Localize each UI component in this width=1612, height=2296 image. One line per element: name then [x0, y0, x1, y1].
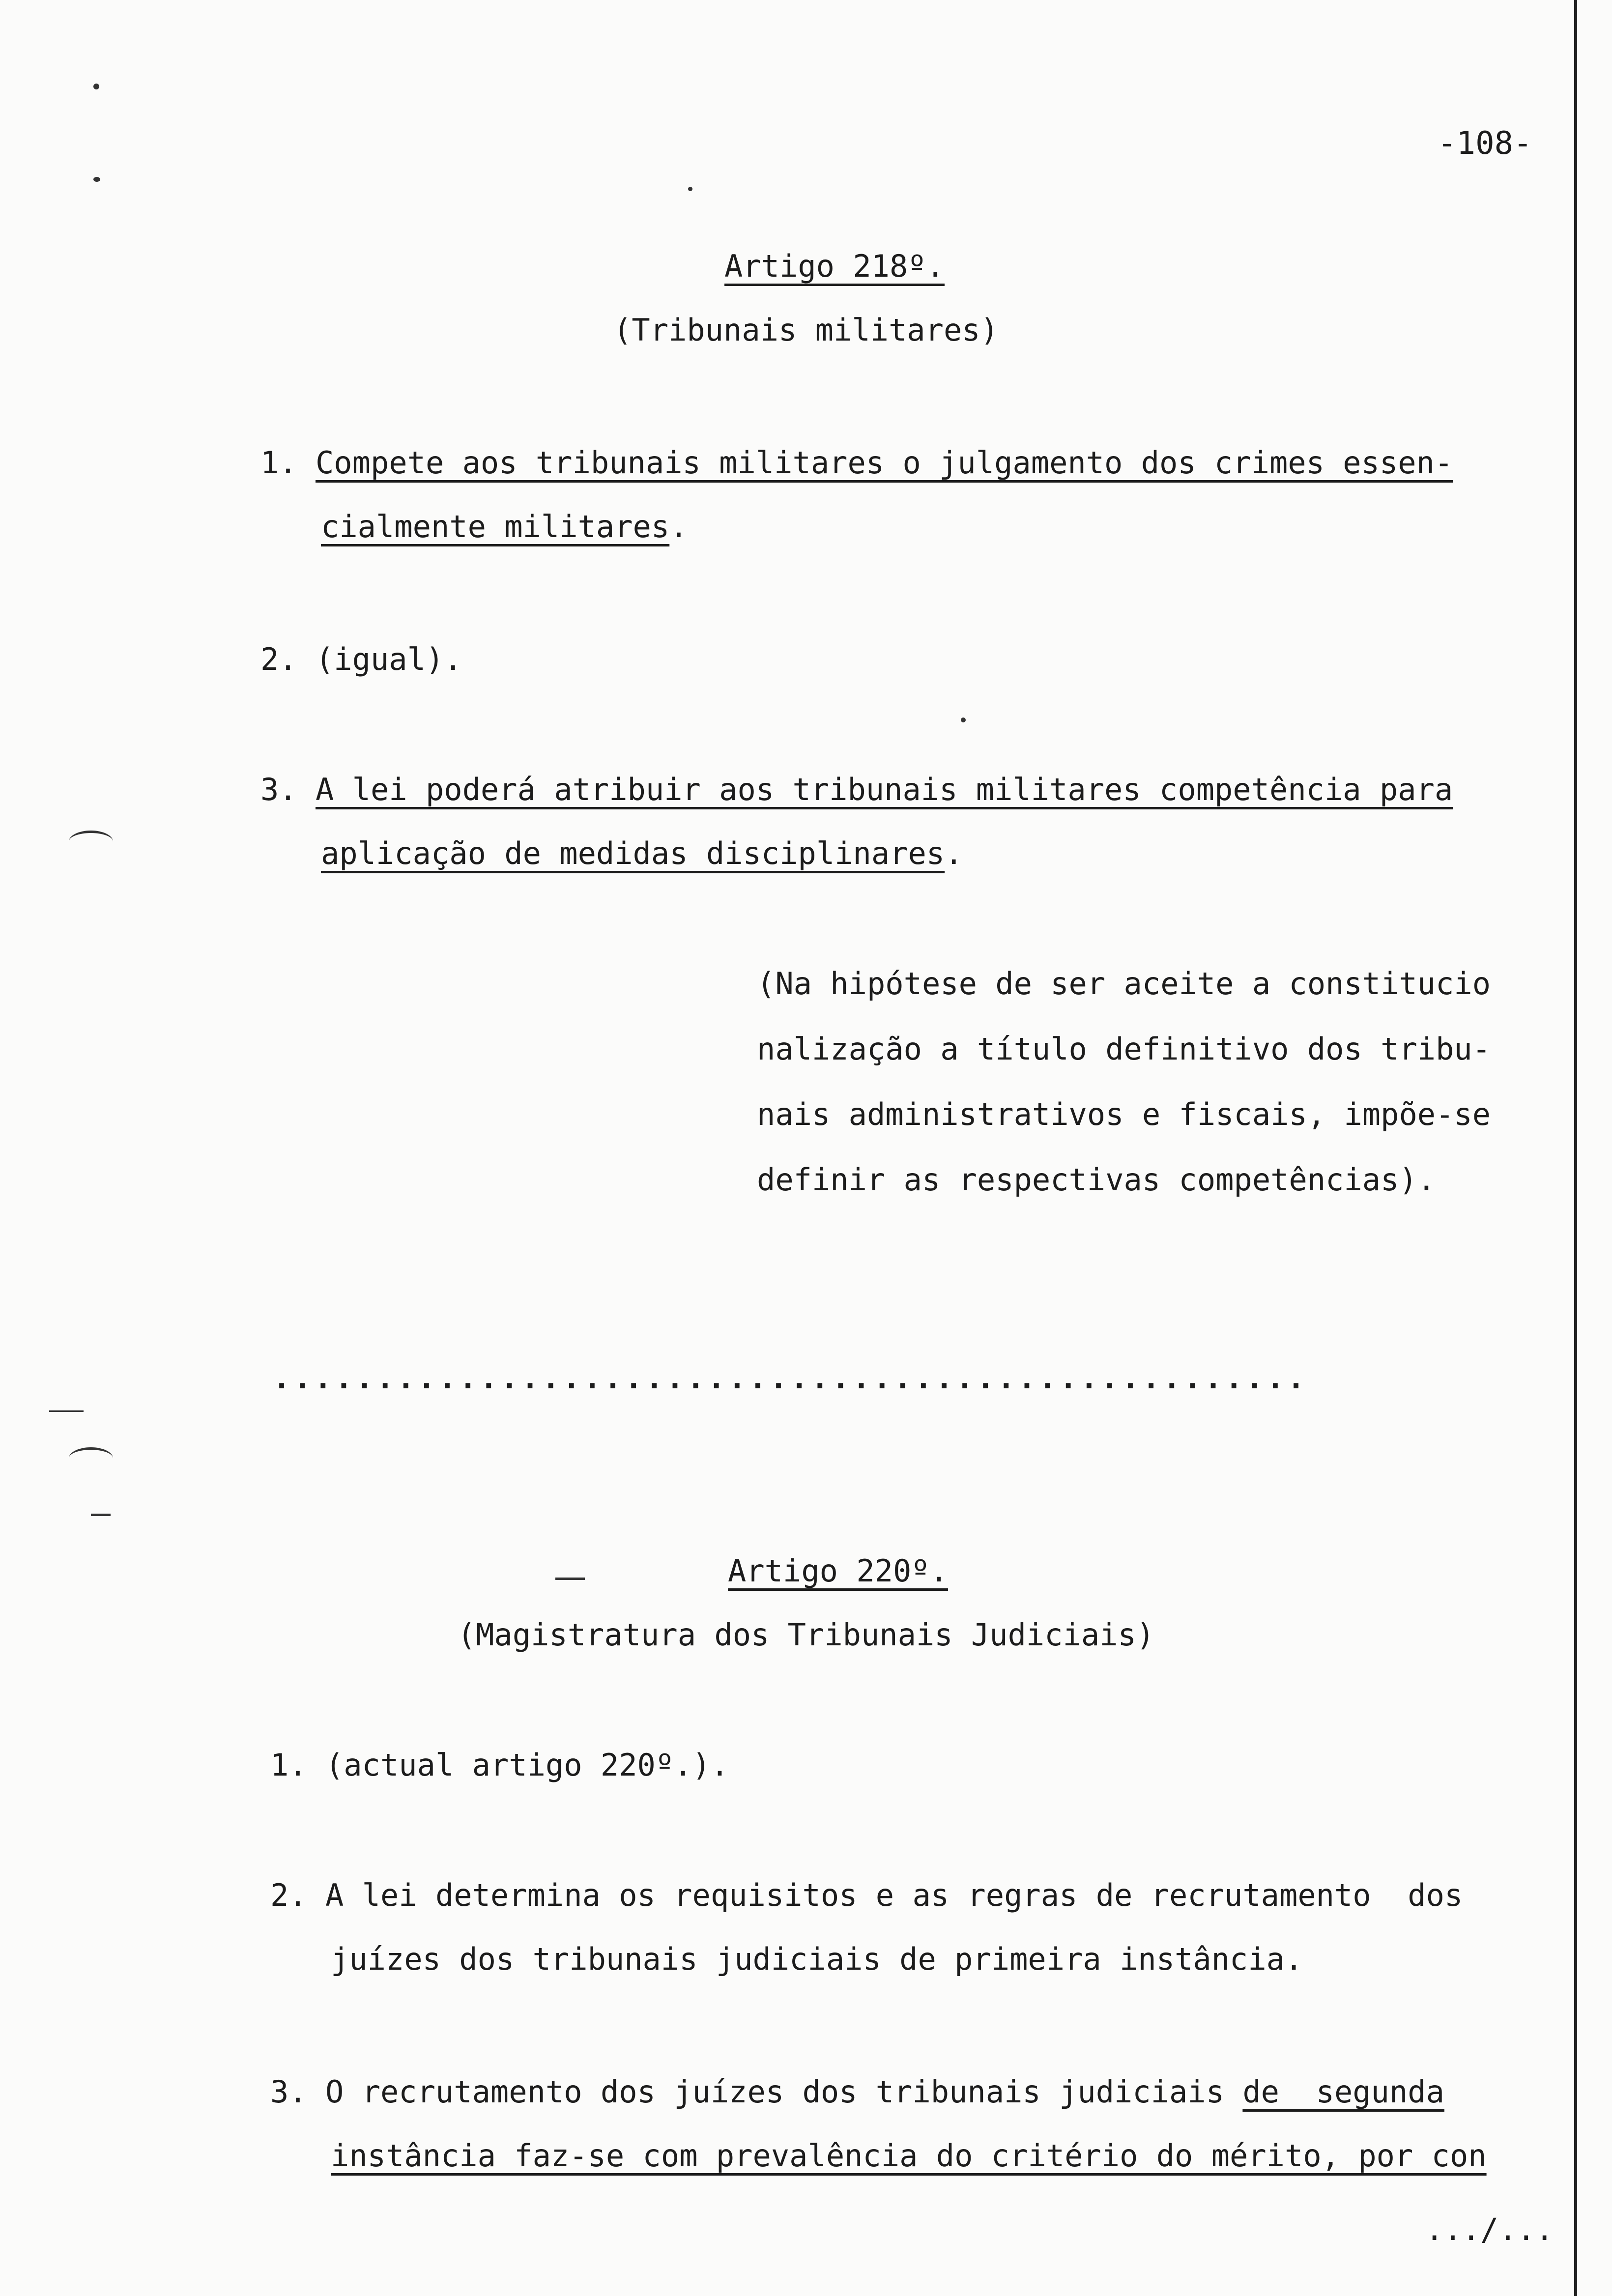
article-220-item-2 — [270, 1877, 1463, 1913]
item-text-line-1: Compete aos tribunais militares o julgamento dos crimes essen- — [315, 445, 1453, 481]
article-220-heading — [0, 1553, 1612, 1589]
item-number: 3. — [260, 772, 297, 807]
note-line-3: nais administrativos e fiscais, impõe-se — [757, 1096, 1491, 1132]
item-text-line-2: instância faz-se com prevalência do critério do mérito, por con — [331, 2138, 1487, 2174]
dotted-separator: .................................................. — [273, 1361, 1308, 1396]
article-220-item-3-cont — [331, 2138, 1487, 2174]
item-text-end: . — [669, 509, 688, 545]
item-text-line-2: cialmente militares — [321, 509, 670, 545]
margin-dash — [49, 1410, 84, 1412]
scan-speck — [961, 718, 966, 722]
margin-dash — [91, 1514, 111, 1516]
margin-dash — [555, 1578, 585, 1580]
article-218-title: Artigo 218º. — [724, 248, 945, 284]
item-text: (igual). — [315, 641, 462, 677]
item-number: 2. — [270, 1877, 307, 1913]
article-220-subtitle: (Magistratura dos Tribunais Judiciais) — [457, 1617, 1155, 1653]
article-220-title: Artigo 220º. — [728, 1553, 948, 1589]
scan-speck — [93, 177, 100, 182]
article-218-item-1-cont — [321, 509, 688, 545]
item-number: 3. — [270, 2074, 307, 2110]
item-number: 1. — [270, 1747, 307, 1783]
item-number: 1. — [260, 445, 297, 481]
continuation-mark: .../... — [1425, 2211, 1554, 2247]
margin-arc — [69, 1447, 113, 1469]
article-218-item-3 — [260, 772, 1453, 807]
article-220-item-3 — [270, 2074, 1444, 2110]
note-line-2: nalização a título definitivo dos tribu- — [757, 1031, 1491, 1067]
page-number: -108- — [1438, 125, 1532, 162]
scan-speck — [688, 187, 692, 191]
article-220-item-2-cont: juízes dos tribunais judiciais de primeira instância. — [331, 1941, 1303, 1977]
item-text-line-1: O recrutamento dos juízes dos tribunais judiciais — [325, 2074, 1243, 2110]
article-218-item-2 — [260, 641, 462, 677]
margin-arc — [69, 831, 113, 853]
item-text-underlined: de segunda — [1242, 2074, 1444, 2110]
article-218-heading — [0, 248, 1612, 284]
item-text-line-2: aplicação de medidas disciplinares — [321, 835, 945, 871]
item-text-line-1: A lei poderá atribuir aos tribunais militares competência para — [315, 772, 1453, 807]
item-text-line-1: A lei determina os requisitos e as regras de recrutamento dos — [325, 1877, 1463, 1913]
item-text: (actual artigo 220º.). — [325, 1747, 729, 1783]
note-line-4: definir as respectivas competências). — [757, 1162, 1436, 1198]
note-line-1: (Na hipótese de ser aceite a constitucio — [757, 966, 1491, 1002]
scan-speck — [93, 84, 99, 89]
article-218-item-3-cont — [321, 835, 963, 871]
article-218-subtitle: (Tribunais militares) — [613, 312, 999, 348]
article-218-item-1 — [260, 445, 1453, 481]
item-number: 2. — [260, 641, 297, 677]
item-text-end: . — [945, 835, 963, 871]
article-220-item-1 — [270, 1747, 729, 1783]
